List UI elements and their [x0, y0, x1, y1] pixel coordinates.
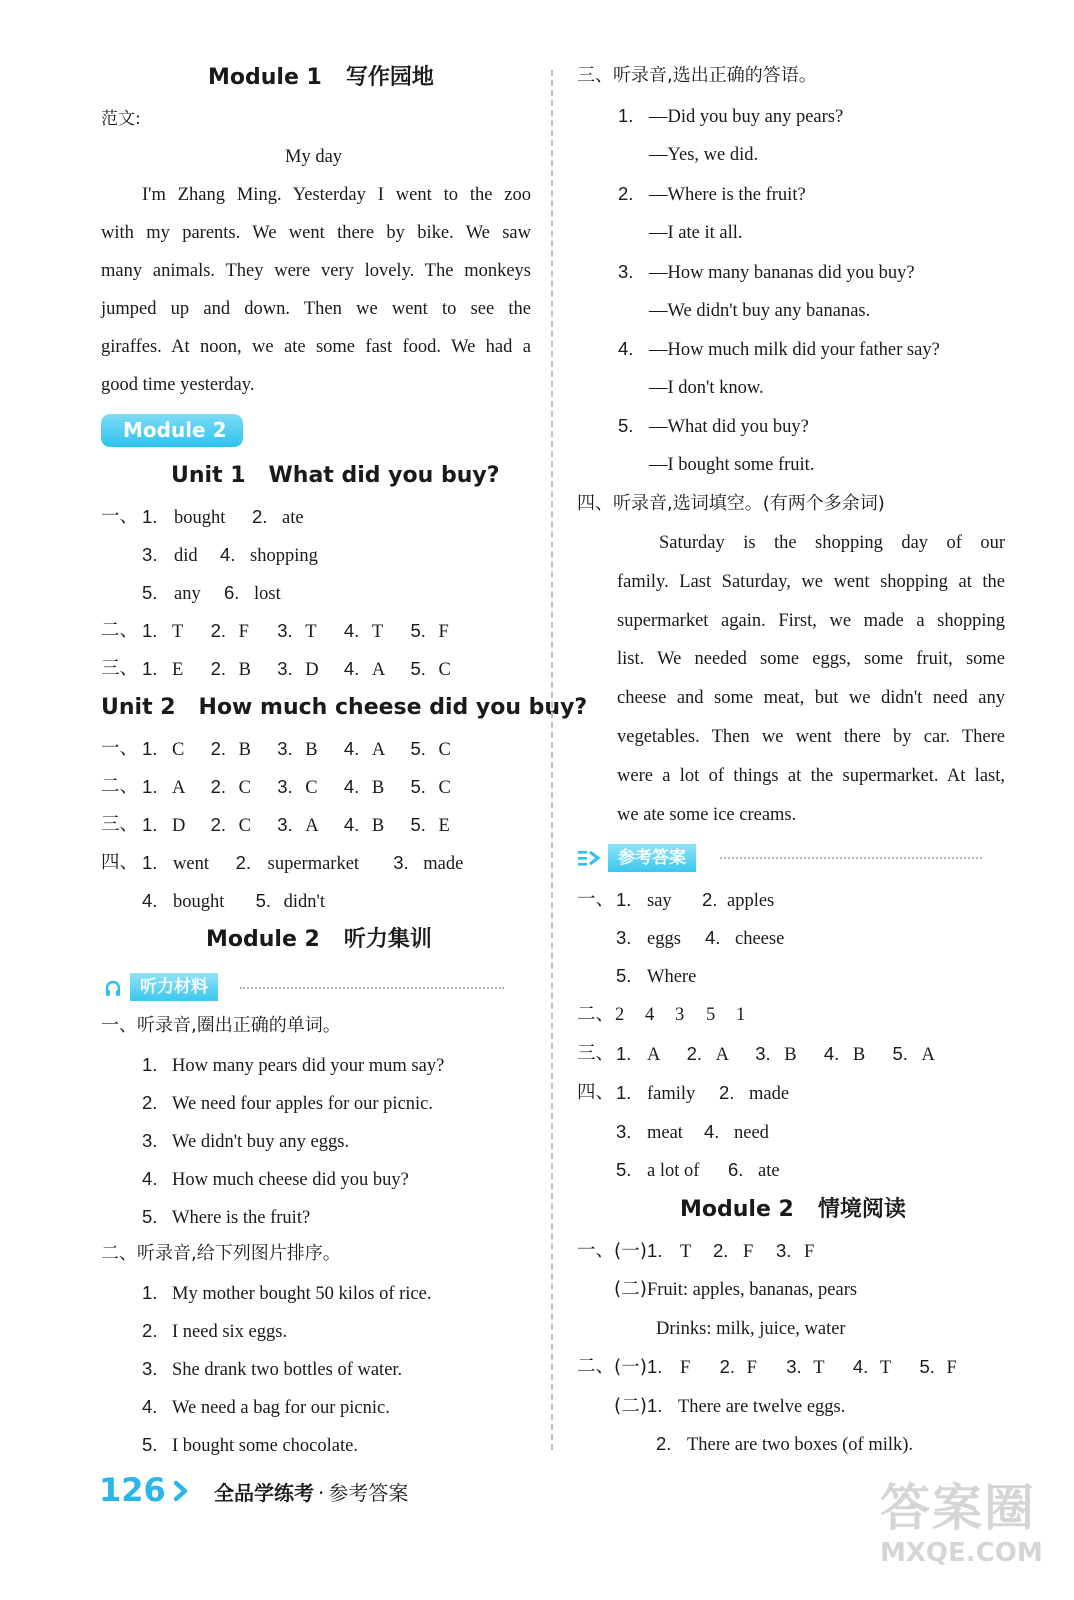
answer-key-icon — [576, 847, 602, 869]
item-number: 1. — [616, 1082, 632, 1103]
subsection-label: (一) — [614, 1241, 647, 1262]
answer: made — [423, 854, 464, 874]
question-title: 四、听录音,选词填空。(有两个多余词) — [577, 493, 885, 514]
item-number: 5. — [410, 776, 426, 797]
item-number: 3. — [277, 738, 293, 759]
answer: Where — [647, 967, 697, 987]
item-number: 2. — [719, 1356, 735, 1377]
answer: A — [715, 1045, 729, 1065]
item-number: 1. — [142, 658, 158, 679]
list-item — [142, 1053, 444, 1078]
item-number: 1. — [616, 1043, 632, 1064]
item-text: How much cheese did you buy? — [172, 1170, 409, 1190]
item-number: 4. — [343, 620, 360, 641]
answer: A — [921, 1045, 935, 1065]
answer: A — [305, 816, 319, 836]
passage-line: list. We needed some eggs, some fruit, some — [617, 649, 1005, 669]
answer: say — [647, 891, 672, 911]
answer: F — [742, 1242, 754, 1262]
answer: F — [946, 1358, 957, 1378]
section-label: 一、 — [577, 1240, 615, 1261]
item-number: 4. — [142, 1396, 158, 1417]
section-label: 二、 — [101, 620, 139, 641]
title-module: Module 2 — [680, 1197, 794, 1222]
section-label: 二、 — [101, 776, 139, 797]
item-number: 3. — [786, 1356, 802, 1377]
passage-line: supermarket again. First, we made a shopping — [617, 611, 1005, 631]
section-label: 三、 — [101, 658, 139, 679]
answer: A — [647, 1045, 661, 1065]
answer: didn't — [283, 892, 325, 912]
item-text: I need six eggs. — [172, 1322, 288, 1342]
item-number: 4. — [142, 890, 158, 911]
essay-line: giraffes. At noon, we ate some fast food. We had a — [101, 337, 531, 357]
answer: cheese — [735, 929, 785, 949]
column-divider — [551, 70, 553, 1450]
answer: F — [238, 622, 249, 642]
module1-writing-title — [208, 64, 434, 92]
answer: B — [784, 1045, 797, 1065]
answer: B — [238, 660, 251, 680]
answer-row — [616, 964, 696, 989]
answer: E — [438, 816, 450, 836]
item-number: 3. — [616, 1121, 632, 1142]
answer-row — [142, 889, 325, 914]
item-number: 3. — [277, 620, 293, 641]
item-number: 3. — [616, 927, 632, 948]
answer: ate — [758, 1161, 780, 1181]
answer-row — [616, 1120, 769, 1145]
unit2-title: Unit 2 How much cheese did you buy? — [101, 695, 588, 720]
answer: A — [371, 660, 386, 680]
item-number: 5. — [142, 1434, 158, 1455]
answer-row — [614, 1394, 845, 1419]
answer: a lot of — [647, 1161, 700, 1181]
section-label: 四、 — [101, 852, 139, 873]
item-text: We need four apples for our picnic. — [172, 1094, 434, 1114]
item-text: —How much milk did your father say? — [649, 340, 940, 360]
item-number: 2. — [686, 1043, 703, 1064]
item-number: 2. — [618, 183, 634, 204]
section-label: 三、 — [577, 1043, 615, 1064]
answer: A — [172, 778, 186, 798]
section-label: 二、 — [577, 1004, 615, 1025]
item-number: 2. — [702, 889, 718, 910]
section-label: 一、 — [101, 506, 139, 527]
answer: T — [305, 622, 317, 642]
answer: made — [749, 1084, 790, 1104]
item-number: 2. — [210, 738, 227, 759]
answer: D — [172, 816, 186, 836]
answer: T — [679, 1242, 692, 1262]
dialog-question — [618, 182, 806, 207]
item-number: 5. — [410, 658, 426, 679]
watermark-text: 答案圈 — [880, 1479, 1036, 1537]
item-number: 5. — [410, 620, 426, 641]
answer: There are two boxes (of milk). — [687, 1435, 914, 1455]
item-text: Where is the fruit? — [172, 1208, 311, 1228]
dialog-question — [618, 260, 915, 285]
item-number: 1. — [142, 1282, 158, 1303]
watermark-logo — [880, 1478, 1050, 1588]
list-item — [142, 1395, 390, 1420]
item-number: 1. — [618, 105, 634, 126]
item-number: 3. — [277, 814, 293, 835]
title-sub: 听力集训 — [343, 927, 432, 952]
item-number: 1. — [646, 1395, 663, 1416]
passage-line: vegetables. Then we went there by car. There — [617, 727, 1005, 747]
item-number: 4. — [823, 1043, 840, 1064]
unit1-title: Unit 1 What did you buy? — [171, 463, 500, 488]
page-number: 126 — [99, 1471, 166, 1509]
item-number: 1. — [142, 776, 158, 797]
answer: family — [647, 1084, 696, 1104]
list-item — [142, 1433, 358, 1458]
answer: any — [174, 584, 201, 604]
answer: C — [172, 740, 185, 760]
item-number: 5. — [142, 582, 158, 603]
answer-row — [142, 543, 318, 568]
item-number: 4. — [852, 1356, 869, 1377]
list-item — [142, 1281, 431, 1306]
answer-row: Drinks: milk, juice, water — [656, 1319, 846, 1339]
answer-row — [142, 619, 449, 644]
answer: C — [438, 740, 451, 760]
answer: shopping — [250, 546, 318, 566]
answer: B — [238, 740, 251, 760]
answer: eggs — [647, 929, 681, 949]
item-number: 1. — [142, 1054, 158, 1075]
list-item — [142, 1319, 287, 1344]
item-number: 3. — [755, 1043, 771, 1064]
answer-row — [142, 737, 451, 762]
item-number: 6. — [728, 1159, 744, 1180]
item-text: We need a bag for our picnic. — [172, 1398, 390, 1418]
essay-title: My day — [285, 147, 343, 167]
answer-row — [614, 1355, 957, 1380]
answer-row — [656, 1432, 913, 1457]
answer: C — [438, 778, 451, 798]
section-label: 一、 — [101, 738, 139, 759]
item-number: 5. — [919, 1356, 935, 1377]
list-item — [142, 1091, 433, 1116]
answer: B — [852, 1045, 866, 1065]
answer-row — [616, 1042, 935, 1067]
item-number: 3. — [142, 1130, 158, 1151]
item-number: 1. — [142, 738, 158, 759]
book-name: 全品学练考 — [214, 1481, 314, 1505]
answer-row — [616, 888, 774, 913]
answer: T — [879, 1358, 892, 1378]
list-item — [142, 1167, 409, 1192]
answer: 3 — [675, 1005, 685, 1025]
answer-row — [616, 1158, 780, 1183]
answer-row — [614, 1278, 857, 1302]
listening-title — [206, 926, 432, 954]
answer: ate — [282, 508, 304, 528]
essay-line: jumped up and down. Then we went to see the — [101, 299, 531, 319]
list-item — [142, 1205, 310, 1230]
section-label: 一、 — [577, 889, 615, 910]
item-number: 2. — [210, 776, 227, 797]
essay-line: with my parents. We went there by bike. We saw — [101, 223, 531, 243]
answer-row — [614, 1239, 814, 1264]
title-module: Module 2 — [206, 927, 320, 952]
item-number: 4. — [343, 658, 360, 679]
answer-row — [142, 581, 281, 606]
item-text: How many pears did your mum say? — [172, 1056, 445, 1076]
answer: D — [305, 660, 319, 680]
item-text: —How many bananas did you buy? — [649, 263, 915, 283]
item-number: 3. — [393, 852, 409, 873]
item-number: 5. — [618, 415, 634, 436]
answer: need — [734, 1123, 769, 1143]
answer: F — [746, 1358, 757, 1378]
dialog-question — [618, 414, 809, 439]
answer: T — [172, 622, 184, 642]
item-text: —Where is the fruit? — [649, 185, 806, 205]
answer: C — [238, 816, 251, 836]
answer: F — [803, 1242, 815, 1262]
subsection-label: (二) — [614, 1279, 647, 1300]
title-sub: 写作园地 — [345, 65, 434, 90]
answer-row — [142, 775, 451, 800]
item-number: 2. — [719, 1082, 735, 1103]
answer: A — [371, 740, 386, 760]
answer-row — [615, 1003, 745, 1027]
answer: Fruit: apples, bananas, pears — [646, 1280, 858, 1300]
item-number: 2. — [142, 1320, 158, 1341]
answer: bought — [173, 892, 225, 912]
title-sub: 情境阅读 — [817, 1197, 906, 1222]
item-text: I bought some chocolate. — [172, 1436, 358, 1456]
item-number: 4. — [220, 544, 236, 565]
item-text: —What did you buy? — [649, 417, 809, 437]
dialog-question — [618, 337, 940, 362]
item-number: 2. — [656, 1433, 672, 1454]
section-name: 参考答案 — [328, 1481, 409, 1505]
question-title: 二、听录音,给下列图片排序。 — [101, 1243, 341, 1264]
answer: 2 — [615, 1005, 625, 1025]
passage-line: family. Last Saturday, we went shopping at the — [617, 572, 1005, 592]
item-number: 3. — [775, 1240, 792, 1261]
question-title: 三、听录音,选出正确的答语。 — [577, 65, 817, 86]
item-number: 5. — [142, 1206, 158, 1227]
item-number: 4. — [705, 927, 721, 948]
item-number: 1. — [646, 1240, 663, 1261]
watermark-url: MXQE.COM — [880, 1538, 1043, 1568]
answer: E — [172, 660, 184, 680]
answer: F — [438, 622, 449, 642]
item-number: 5. — [410, 814, 426, 835]
answer: B — [371, 816, 385, 836]
passage-line: we ate some ice creams. — [617, 805, 797, 825]
item-number: 4. — [618, 338, 634, 359]
dialog-question — [618, 104, 843, 129]
answer-row — [142, 851, 463, 876]
item-number: 5. — [410, 738, 426, 759]
subsection-label: (二) — [614, 1396, 647, 1417]
answer-key-tag: 参考答案 — [608, 844, 696, 872]
dotted-rule — [240, 987, 504, 989]
item-number: 3. — [618, 261, 634, 282]
reading-title — [680, 1196, 906, 1224]
answer: C — [238, 778, 251, 798]
item-number: 3. — [277, 776, 293, 797]
item-number: 4. — [343, 738, 360, 759]
answer: did — [174, 546, 198, 566]
item-number: 1. — [646, 1356, 663, 1377]
item-number: 5. — [616, 1159, 632, 1180]
item-number: 4. — [343, 776, 360, 797]
answer: supermarket — [267, 854, 360, 874]
subsection-label: (一) — [614, 1357, 647, 1378]
listening-material-tag: 听力材料 — [130, 973, 218, 1001]
item-number: 4. — [343, 814, 360, 835]
answer: meat — [647, 1123, 683, 1143]
item-number: 2. — [210, 658, 227, 679]
item-text: We didn't buy any eggs. — [172, 1132, 350, 1152]
footer-book-title — [214, 1480, 408, 1506]
section-label: 二、 — [577, 1356, 615, 1377]
item-number: 2. — [210, 814, 227, 835]
answer: 4 — [645, 1005, 655, 1025]
item-number: 1. — [142, 852, 158, 873]
dialog-answer: —We didn't buy any bananas. — [649, 301, 871, 321]
item-text: She drank two bottles of water. — [172, 1360, 403, 1380]
item-number: 3. — [142, 544, 158, 565]
answer-row — [142, 813, 450, 838]
passage-line: were a lot of things at the supermarket. At last, — [617, 766, 1005, 786]
answer-row — [616, 1081, 789, 1106]
module2-badge: Module 2 — [101, 414, 243, 447]
item-number: 5. — [616, 965, 632, 986]
answer: lost — [254, 584, 281, 604]
answer: bought — [174, 508, 226, 528]
item-number: 2. — [210, 620, 227, 641]
dialog-answer: —I bought some fruit. — [649, 455, 815, 475]
section-label: 四、 — [577, 1082, 615, 1103]
item-number: 1. — [142, 814, 158, 835]
item-number: 3. — [142, 1358, 158, 1379]
answer: F — [679, 1358, 691, 1378]
answer: apples — [727, 891, 775, 911]
answer: B — [305, 740, 318, 760]
answer-row — [616, 926, 784, 951]
section-label: 三、 — [101, 814, 139, 835]
dialog-answer: —I ate it all. — [649, 223, 743, 243]
answer: T — [813, 1358, 825, 1378]
question-title: 一、听录音,圈出正确的单词。 — [101, 1015, 341, 1036]
answer: C — [438, 660, 451, 680]
answer: C — [305, 778, 318, 798]
answer: 1 — [736, 1005, 746, 1025]
list-item — [142, 1129, 349, 1154]
item-number: 2. — [712, 1240, 729, 1261]
passage-line: Saturday is the shopping day of our — [659, 533, 1005, 553]
item-text: —Did you buy any pears? — [649, 107, 844, 127]
dotted-rule — [720, 857, 982, 859]
item-number: 3. — [277, 658, 293, 679]
passage-line: cheese and some meat, but we didn't need any — [617, 688, 1005, 708]
item-number: 1. — [616, 889, 632, 910]
item-number: 1. — [142, 620, 158, 641]
answer: B — [371, 778, 385, 798]
item-number: 4. — [704, 1121, 720, 1142]
answer: T — [371, 622, 384, 642]
item-number: 1. — [142, 506, 158, 527]
answer-row — [142, 505, 304, 530]
answer: 5 — [706, 1005, 716, 1025]
essay-line: many animals. They were very lovely. The monkeys — [101, 261, 531, 281]
item-number: 6. — [224, 582, 240, 603]
essay-line: I'm Zhang Ming. Yesterday I went to the zoo — [142, 185, 531, 205]
list-item — [142, 1357, 402, 1382]
answer: There are twelve eggs. — [677, 1397, 846, 1417]
dialog-answer: —Yes, we did. — [649, 145, 759, 165]
dialog-answer: —I don't know. — [649, 378, 764, 398]
item-number: 4. — [142, 1168, 158, 1189]
item-number: 2. — [142, 1092, 158, 1113]
essay-line: good time yesterday. — [101, 375, 255, 395]
model-essay-label: 范文: — [101, 109, 141, 129]
title-module: Module 1 — [208, 65, 322, 90]
item-number: 5. — [255, 890, 272, 911]
answer: went — [173, 854, 209, 874]
item-number: 2. — [235, 852, 252, 873]
separator-dot: · — [318, 1481, 325, 1505]
headphone-icon — [104, 979, 122, 997]
item-number: 5. — [892, 1043, 908, 1064]
answer-row — [142, 657, 451, 682]
item-number: 2. — [252, 506, 268, 527]
chevron-right-icon — [174, 1479, 190, 1503]
item-text: My mother bought 50 kilos of rice. — [172, 1284, 432, 1304]
